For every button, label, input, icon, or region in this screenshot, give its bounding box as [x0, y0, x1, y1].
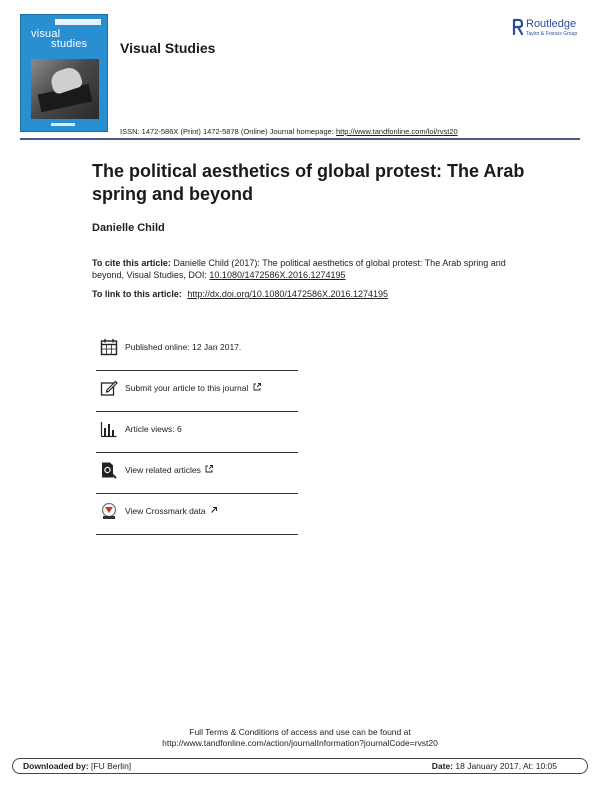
terms-url-link[interactable]: http://www.tandfonline.com/action/journalInformation?journalCode=rvst20	[162, 738, 438, 748]
journal-cover-image	[20, 14, 108, 132]
crossmark-icon	[100, 502, 118, 520]
published-row	[96, 330, 298, 371]
issn-line	[120, 127, 458, 136]
external-link-icon	[205, 465, 213, 473]
journal-homepage-link[interactable]: http://www.tandfonline.com/loi/rvst20	[335, 127, 458, 136]
edit-icon	[100, 379, 118, 397]
submit-article-link[interactable]	[125, 383, 261, 393]
document-search-icon	[100, 461, 118, 479]
publisher-logo	[512, 18, 592, 42]
article-author: Danielle Child	[92, 222, 165, 234]
publisher-subtitle: Taylor & Francis Group	[526, 31, 578, 37]
arrow-up-right-icon	[210, 506, 218, 514]
submit-article-row[interactable]	[96, 371, 298, 412]
download-date-label: Date:	[431, 761, 454, 771]
cover-title-line2: studies	[51, 38, 88, 50]
cite-label: To cite this article:	[92, 258, 171, 268]
routledge-r-icon	[512, 18, 524, 36]
citation-block	[92, 257, 512, 281]
related-articles-row[interactable]	[96, 453, 298, 494]
published-date: Published online: 12 Jan 2017.	[125, 342, 242, 352]
download-info-bar	[12, 758, 588, 774]
publisher-name: Routledge	[526, 18, 577, 30]
downloaded-by-value: [FU Berlin]	[91, 761, 132, 771]
cover-footer-band	[51, 123, 75, 126]
bar-chart-icon	[100, 420, 118, 438]
download-date-value: 18 January 2017, At: 10:05	[455, 761, 557, 771]
related-articles-label: View related articles	[125, 465, 201, 475]
submit-article-label: Submit your article to this journal	[125, 383, 249, 393]
issn-text: ISSN: 1472-586X (Print) 1472-5878 (Online) Journal homepage:	[120, 127, 334, 136]
cite-doi-link[interactable]: 10.1080/1472586X.2016.1274195	[209, 270, 346, 280]
cover-title-line1: visual	[31, 28, 61, 40]
calendar-icon	[100, 338, 118, 356]
download-date	[432, 761, 557, 771]
crossmark-row[interactable]	[96, 494, 298, 535]
crossmark-link[interactable]	[125, 506, 218, 516]
downloaded-by-label: Downloaded by:	[23, 761, 89, 771]
cover-top-band	[55, 19, 101, 25]
header-divider	[20, 138, 580, 140]
related-articles-link[interactable]	[125, 465, 213, 475]
terms-notice	[0, 727, 600, 749]
article-views-count: Article views: 6	[125, 424, 182, 434]
cite-text: Danielle Child (2017): The political aesthetics of global protest: The Arab spring and beyond, Visual Studies, DOI:	[92, 258, 506, 280]
link-label: To link to this article:	[92, 289, 182, 299]
external-link-icon	[253, 383, 261, 391]
link-to-article	[92, 289, 388, 299]
crossmark-label: View Crossmark data	[125, 506, 206, 516]
journal-name: Visual Studies	[120, 40, 216, 56]
article-info-list	[96, 330, 298, 535]
article-doi-link[interactable]: http://dx.doi.org/10.1080/1472586X.2016.1274195	[187, 289, 389, 299]
article-views-row	[96, 412, 298, 453]
article-title: The political aesthetics of global protest: The Arab spring and beyond	[92, 161, 525, 204]
terms-line1: Full Terms & Conditions of access and use can be found at	[189, 727, 411, 737]
downloaded-by	[23, 761, 131, 771]
cover-photo	[31, 59, 99, 119]
